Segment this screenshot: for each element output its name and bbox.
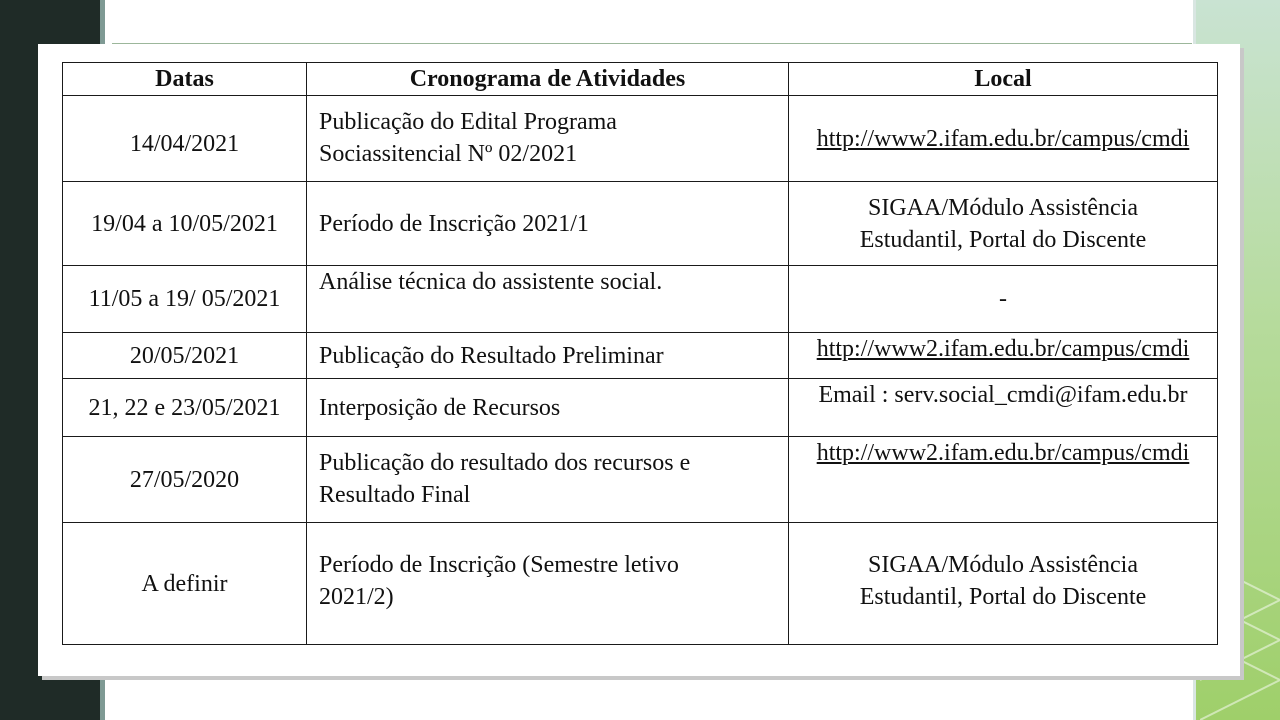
row-date: 19/04 a 10/05/2021	[63, 182, 307, 266]
row-date: 14/04/2021	[63, 96, 307, 182]
row-local	[789, 437, 1218, 523]
row-local: SIGAA/Módulo Assistência Estudantil, Portal do Discente	[789, 523, 1218, 645]
row-local	[789, 96, 1218, 182]
document-image	[38, 44, 1240, 676]
row-activity: Publicação do resultado dos recursos e Resultado Final	[307, 437, 789, 523]
row-local: -	[789, 266, 1218, 333]
row-date: 11/05 a 19/ 05/2021	[63, 266, 307, 333]
row-activity: Análise técnica do assistente social.	[307, 266, 789, 333]
table-row	[63, 333, 1218, 379]
row-activity: Publicação do Resultado Preliminar	[307, 333, 789, 379]
row-date: A definir	[63, 523, 307, 645]
row-activity: Publicação do Edital Programa Sociassitencial Nº 02/2021	[307, 96, 789, 182]
header-activities: Cronograma de Atividades	[307, 63, 789, 96]
row-date: 27/05/2020	[63, 437, 307, 523]
table-row	[63, 523, 1218, 645]
table-row	[63, 182, 1218, 266]
row-activity: Interposição de Recursos	[307, 379, 789, 437]
local-link[interactable]: http://www2.ifam.edu.br/campus/cmdi	[816, 336, 1190, 362]
table-row	[63, 96, 1218, 182]
row-activity: Período de Inscrição 2021/1	[307, 182, 789, 266]
local-link[interactable]: http://www2.ifam.edu.br/campus/cmdi	[816, 125, 1190, 152]
row-local	[789, 333, 1218, 379]
table-row	[63, 379, 1218, 437]
local-link[interactable]: http://www2.ifam.edu.br/campus/cmdi	[816, 440, 1190, 466]
table-row	[63, 437, 1218, 523]
header-local: Local	[789, 63, 1218, 96]
header-dates: Datas	[63, 63, 307, 96]
row-date: 20/05/2021	[63, 333, 307, 379]
table-header-row	[63, 63, 1218, 96]
row-local: Email : serv.social_cmdi@ifam.edu.br	[789, 379, 1218, 437]
table-row	[63, 266, 1218, 333]
row-activity: Período de Inscrição (Semestre letivo 2021/2)	[307, 523, 789, 645]
row-local: SIGAA/Módulo Assistência Estudantil, Portal do Discente	[789, 182, 1218, 266]
schedule-table	[62, 62, 1218, 645]
row-date: 21, 22 e 23/05/2021	[63, 379, 307, 437]
